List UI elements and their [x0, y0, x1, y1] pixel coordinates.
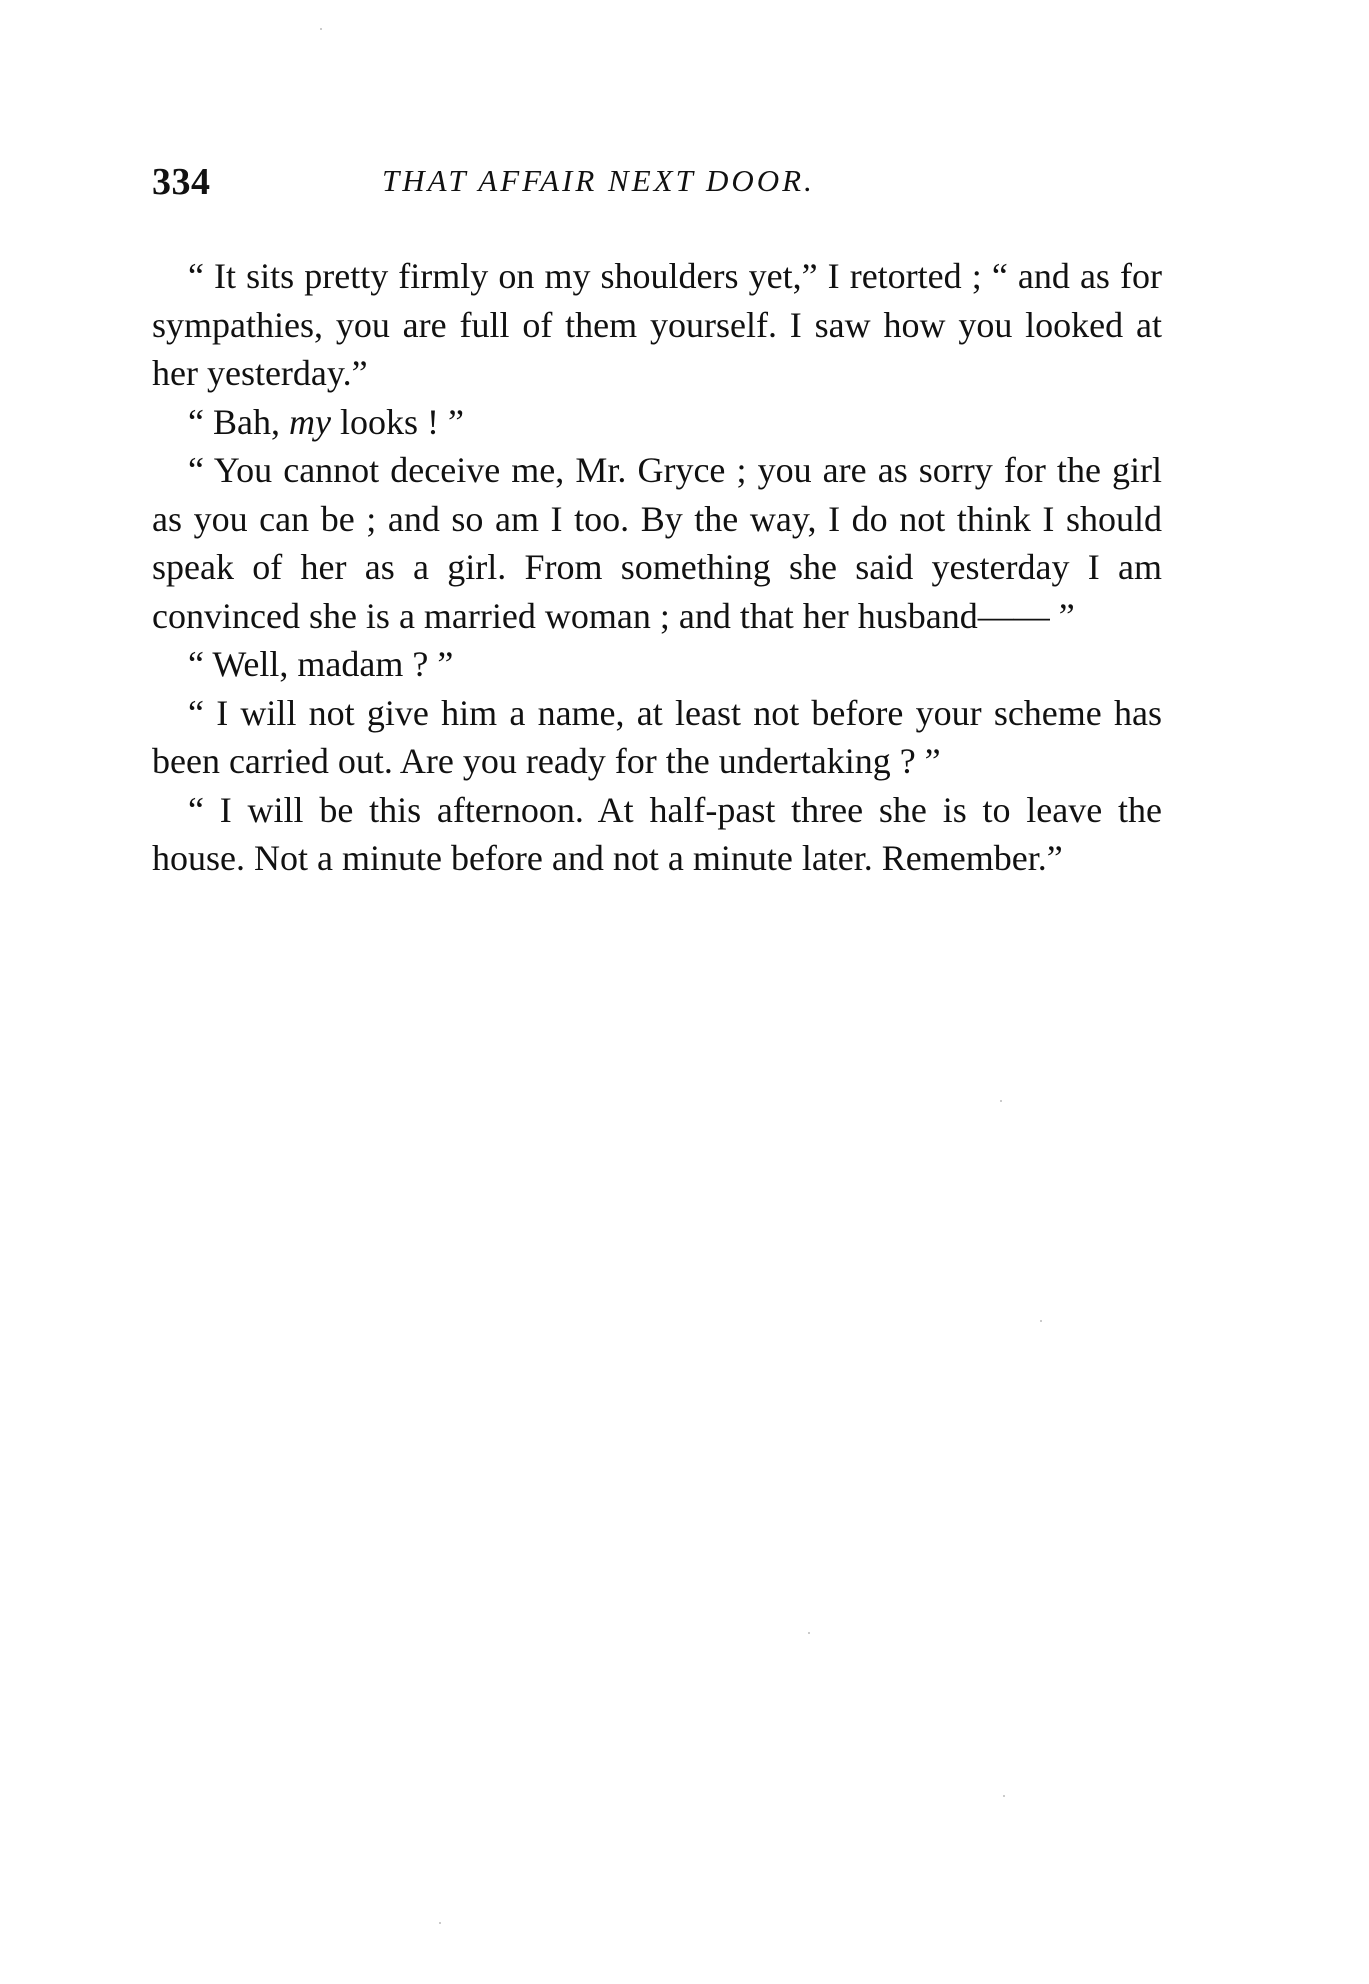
paragraph: “ You cannot deceive me, Mr. Gryce ; you are as sorry for the girl as you can be ; and so am I too. By the way, I do not think I should speak of her as a girl. From something she said yesterday I am convinced she is a married woman ; and that her husband—— ” — [152, 450, 1162, 636]
paragraph: “ I will be this afternoon. At half-past three she is to leave the house. Not a minute before and not a minute later. Remember.” — [152, 789, 1162, 878]
paragraph: “ I will not give him a name, at least not before your scheme has been carried out. Are you ready for the undertaking ? ” — [152, 692, 1162, 781]
scan-speck — [808, 1632, 810, 1634]
scan-speck — [1000, 1100, 1002, 1102]
scan-speck — [1040, 1320, 1042, 1322]
paragraph-text: “ Bah, — [188, 401, 289, 442]
running-head: THAT AFFAIR NEXT DOOR. — [382, 163, 815, 198]
body-text — [152, 252, 1162, 883]
paragraph-text: looks ! ” — [330, 401, 464, 442]
paragraph: “ Well, madam ? ” — [188, 644, 454, 684]
scan-speck — [439, 1922, 441, 1924]
scan-speck — [1003, 1795, 1005, 1797]
page-number: 334 — [152, 161, 211, 203]
scan-speck — [320, 28, 322, 30]
emphasis: my — [288, 401, 331, 442]
paragraph: “ It sits pretty firmly on my shoulders yet,” I retorted ; “ and as for sympathies, you are full of them yourself. I saw how you looked at her yesterday.” — [152, 256, 1162, 393]
paragraph — [152, 398, 1162, 447]
page-header — [152, 160, 1162, 216]
